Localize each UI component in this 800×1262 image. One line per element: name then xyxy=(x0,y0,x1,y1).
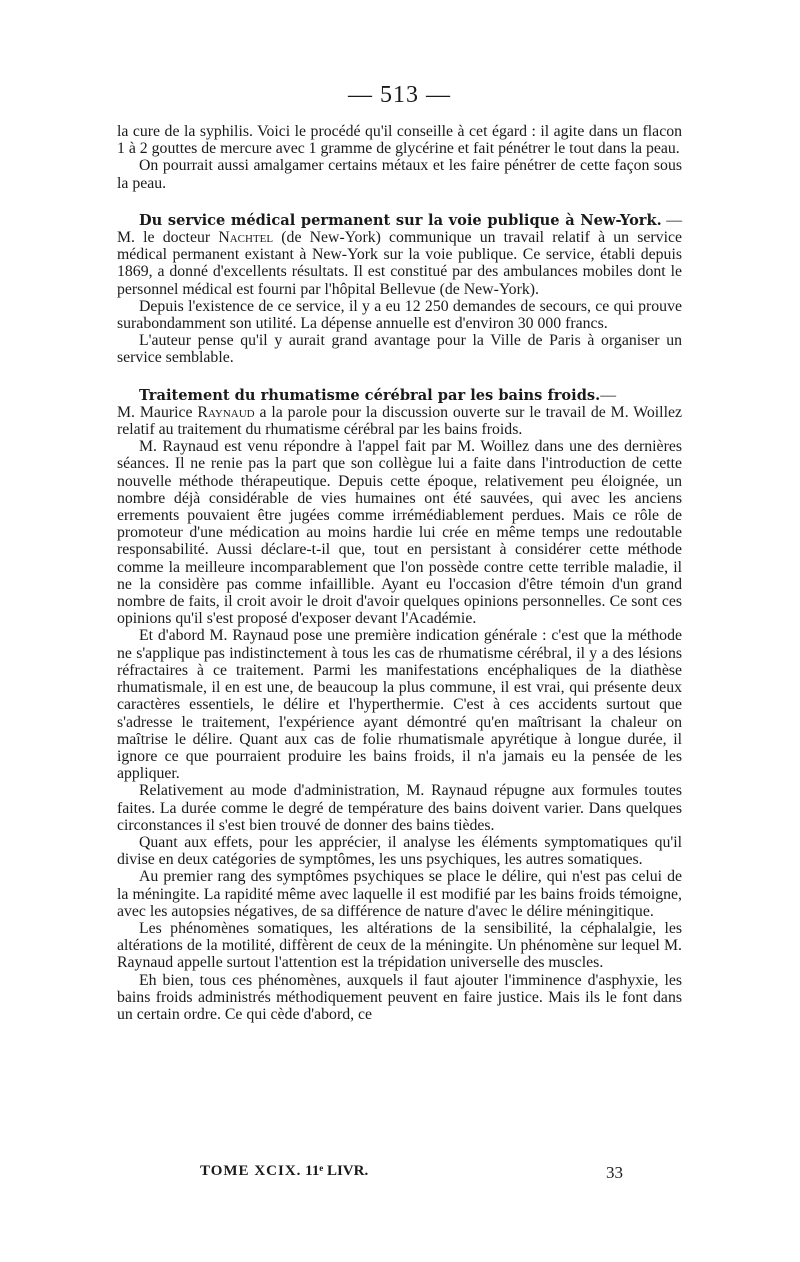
intro-paragraph-2: On pourrait aussi amalgamer certains métaux et les faire pénétrer de cette façon sous la peau. xyxy=(117,157,682,192)
section2-paragraph-6: Les phénomènes somatiques, les altérations de la sensibilité, la céphalalgie, les altérations de la motilité, diffèrent de ceux de la méningite. Un phénomène sur lequel M. Raynaud appelle surtout l'attention est la trépidation universelle des muscles. xyxy=(117,919,682,972)
section2-paragraph-1: M. Raynaud est venu répondre à l'appel fait par M. Woillez dans une des dernières séances. Il ne renie pas la part que son collègue lui a faite dans l'introduction de cette nouvelle méthode thérapeutique. Depuis cette époque, relativement peu éloignée, un nombre déjà considérable de vies humaines ont été sauvées, qui avec les anciens errements pouvaient être jugées comme irrémédiablement perdues. Mais ce rôle de promoteur d'une médication au moins hardie lui crée en même temps une redoutable responsabilité. Aussi déclare-t-il que, tout en persistant à considérer cette méthode comme la meilleure incomparablement que l'on possède contre cette terrible maladie, il ne la considère pas comme infaillible. Ayant eu l'occasion d'être témoin d'un grand nombre de faits, il croit avoir le droit d'avoir quelques opinions personnelles. Ce sont ces opinions qu'il s'est proposé d'exposer devant l'Académie. xyxy=(117,438,682,628)
section2-title: Traitement du rhumatisme cérébral par les bains froids. xyxy=(139,386,601,404)
section-cerebral-rheumatism xyxy=(117,387,682,1024)
section2-paragraph-3: Relativement au mode d'administration, M. Raynaud répugne aux formules toutes faites. La durée comme le degré de température des bains doivent varier. Dans quelques circonstances il s'est bien trouvé de donner des bains tièdes. xyxy=(117,782,682,834)
section2-lead-before: M. Maurice xyxy=(117,403,198,421)
footer-signature: 33 xyxy=(606,1163,623,1182)
section2-paragraph-2: Et d'abord M. Raynaud pose une première indication générale : c'est que la méthode ne s'applique pas indistinctement à tous les cas de rhumatisme cérébral, il y a des lésions réfractaires à ce traitement. Parmi les manifestations encéphaliques de la diathèse rhumatismale, il en est une, de beaucoup la plus commune, il est vrai, qui présente deux caractères essentiels, le délire et l'hyperthermie. C'est à ces accidents surtout que s'adresse le traitement, l'expérience ayant démontré qu'en maîtrisant la chaleur on maîtrise le délire. Quant aux cas de folie rhumatismale apyrétique à longue durée, il ignore ce que pourraient produire les bains froids, il n'a jamais eu la pensée de les appliquer. xyxy=(117,627,682,783)
section2-paragraph-7: Eh bien, tous ces phénomènes, auxquels il faut ajouter l'imminence d'asphyxie, les bains froids administrés méthodiquement peuvent en faire justice. Mais ils le font dans un certain ordre. Ce qui cède d'abord, ce xyxy=(117,971,682,1023)
footer-volume: TOME XCIX. xyxy=(200,1163,302,1179)
section2-paragraph-4: Quant aux effets, pour les apprécier, il analyse les éléments symptomatiques qu'il divise en deux catégories de symptômes, les uns psychiques, les autres somatiques. xyxy=(117,833,682,869)
section1-lead-before: — M. le docteur xyxy=(117,211,683,247)
section1-paragraph-3: L'auteur pense qu'il y aurait grand avantage pour la Ville de Paris à organiser un service semblable. xyxy=(117,332,682,367)
section2-title-dash: — xyxy=(600,386,617,404)
section1-lead-after: (de New-York) communique un travail relatif à un service médical permanent existant à New-York sur la voie publique. Ce service, établi depuis 1869, a donné d'excellents résultats. Il est constitué par des ambulances mobiles dont le personnel médical est fourni par l'hôpital Bellevue (de New-York). xyxy=(117,229,682,298)
section2-title-line xyxy=(117,387,682,404)
section1-lead-paragraph xyxy=(117,212,682,298)
section1-title: Du service médical permanent sur la voie publique à New-York. xyxy=(139,211,662,229)
page-number: — 513 — xyxy=(348,82,451,108)
section2-speaker-name: Raynaud xyxy=(197,403,255,421)
journal-page xyxy=(117,82,682,1023)
section2-lead-paragraph xyxy=(117,404,682,438)
footer-livraison: 11ᵉ LIVR. xyxy=(305,1163,369,1179)
page-footer xyxy=(200,1163,623,1182)
section1-paragraph-2: Depuis l'existence de ce service, il y a eu 12 250 demandes de secours, ce qui prouve surabondamment son utilité. La dépense annuelle est d'environ 30 000 francs. xyxy=(117,297,682,333)
intro-paragraph-1: la cure de la syphilis. Voici le procédé qu'il conseille à cet égard : il agite dans un flacon 1 à 2 gouttes de mercure avec 1 gramme de glycérine et fait pénétrer le tout dans la peau. xyxy=(117,123,682,158)
section-new-york-medical-service xyxy=(117,212,682,367)
section2-paragraph-5: Au premier rang des symptômes psychiques se place le délire, qui n'est pas celui de la méningite. La rapidité même avec laquelle il est modifié par les bains froids témoigne, avec les autopsies négatives, de sa différence de nature d'avec le délire méningitique. xyxy=(117,868,682,920)
section1-author-name: Nachtel xyxy=(218,229,274,247)
section2-lead-after: a la parole pour la discussion ouverte sur le travail de M. Woillez relatif au traitement du rhumatisme cérébral par les bains froids. xyxy=(117,403,682,439)
